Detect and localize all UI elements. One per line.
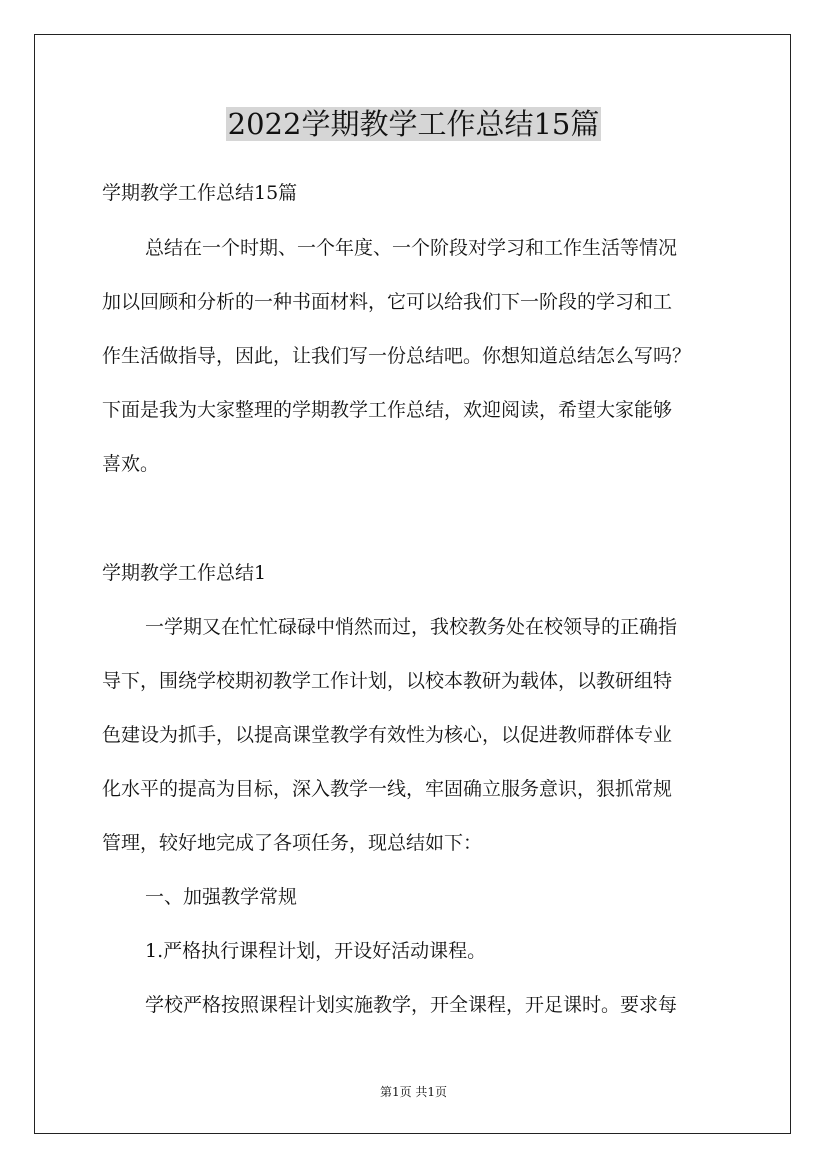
point-heading: 一、加强教学常规 bbox=[145, 886, 298, 908]
intro-line: 作生活做指导，因此，让我们写一份总结吧。你想知道总结怎么写吗？ bbox=[102, 345, 692, 367]
document-title: 2022学期教学工作总结15篇 bbox=[227, 107, 600, 141]
body-line: 学校严格按照课程计划实施教学，开全课程，开足课时。要求每 bbox=[145, 994, 678, 1016]
subtitle: 学期教学工作总结15篇 bbox=[102, 182, 298, 204]
page-footer: 第1页 共1页 bbox=[379, 1085, 448, 1099]
intro-line: 下面是我为大家整理的学期教学工作总结，欢迎阅读，希望大家能够 bbox=[102, 399, 673, 421]
body-line: 管理，较好地完成了各项任务，现总结如下： bbox=[102, 832, 483, 854]
body-line: 导下，围绕学校期初教学工作计划，以校本教研为载体，以教研组特 bbox=[102, 670, 673, 692]
intro-line: 加以回顾和分析的一种书面材料，它可以给我们下一阶段的学习和工 bbox=[102, 291, 673, 313]
subpoint-heading: 1.严格执行课程计划，开设好活动课程。 bbox=[145, 940, 487, 962]
body-line: 一学期又在忙忙碌碌中悄然而过，我校教务处在校领导的正确指 bbox=[145, 616, 678, 638]
intro-line: 总结在一个时期、一个年度、一个阶段对学习和工作生活等情况 bbox=[145, 237, 678, 259]
intro-line: 喜欢。 bbox=[102, 453, 160, 475]
body-line: 化水平的提高为目标，深入教学一线，牢固确立服务意识，狠抓常规 bbox=[102, 778, 673, 800]
body-line: 色建设为抓手，以提高课堂教学有效性为核心，以促进教师群体专业 bbox=[102, 724, 673, 746]
section-heading: 学期教学工作总结1 bbox=[102, 562, 267, 584]
